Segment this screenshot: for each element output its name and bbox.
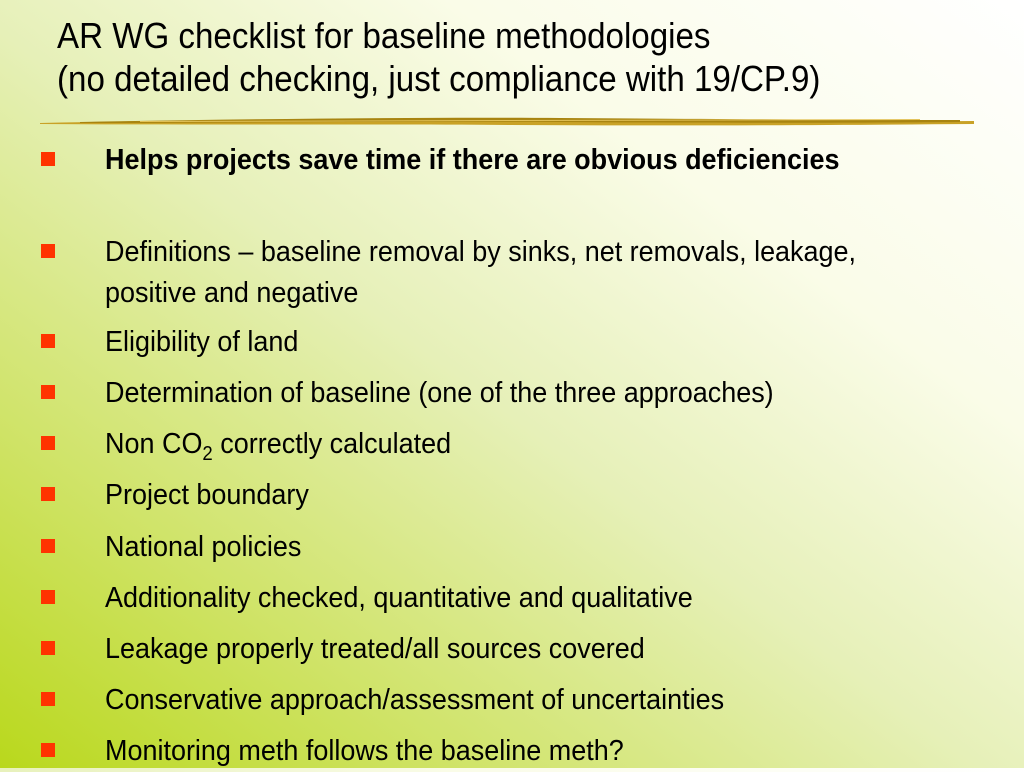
bullet-square-icon	[41, 743, 55, 757]
bullet-square-icon	[41, 539, 55, 553]
bullet-text-part: correctly calculated	[212, 428, 452, 460]
bullet-text-part: Non CO	[105, 428, 203, 460]
bullet-square-icon	[41, 590, 55, 604]
bullet-text: Conservative approach/assessment of uncertainties	[105, 684, 725, 716]
bullet-text: Leakage properly treated/all sources covered	[105, 633, 645, 665]
bullet-square-icon	[41, 334, 55, 348]
bullet-square-icon	[41, 152, 55, 166]
title-underline-rule	[40, 114, 974, 130]
bullet-square-icon	[41, 487, 55, 501]
bullet-square-icon	[41, 692, 55, 706]
title-line-1: AR WG checklist for baseline methodologies	[57, 15, 711, 56]
bullet-text: Definitions – baseline removal by sinks, net removals, leakage, positive and negative	[105, 236, 857, 309]
title-line-2: (no detailed checking, just compliance with 19/CP.9)	[57, 58, 821, 99]
bullet-square-icon	[41, 244, 55, 258]
bullet-text: Helps projects save time if there are obvious deficiencies	[105, 144, 840, 176]
bullet-text	[105, 424, 923, 465]
bullet-text: Monitoring meth follows the baseline meth?	[105, 735, 624, 767]
subscript-two: 2	[202, 442, 213, 465]
bullet-text: Additionality checked, quantitative and qualitative	[105, 582, 693, 614]
bullet-square-icon	[41, 436, 55, 450]
bullet-text: Eligibility of land	[105, 326, 299, 358]
bullet-text: Project boundary	[105, 479, 309, 511]
bullet-square-icon	[41, 641, 55, 655]
bullet-text: Determination of baseline (one of the three approaches)	[105, 377, 774, 409]
bullet-text: National policies	[105, 531, 302, 563]
slide-title	[57, 14, 931, 100]
bullet-square-icon	[41, 385, 55, 399]
